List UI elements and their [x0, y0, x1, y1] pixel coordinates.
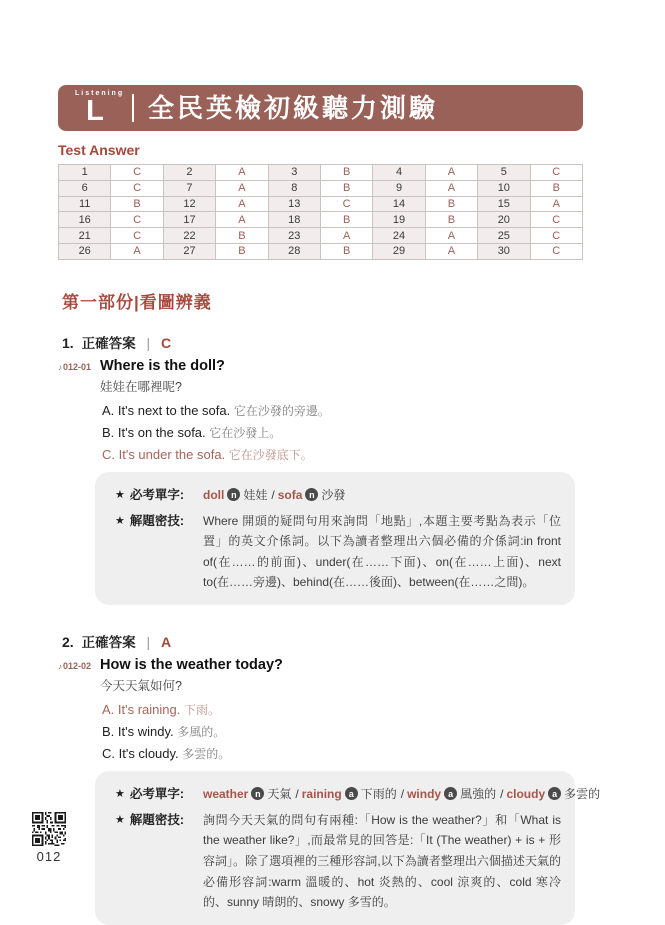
part-of-speech-badge: a — [345, 787, 358, 800]
part-of-speech-badge: n — [305, 488, 318, 501]
answer-letter-cell: A — [216, 212, 268, 228]
answer-letter-cell: C — [111, 180, 163, 196]
vocab-word: raining — [301, 786, 342, 801]
question-number-cell: 9 — [373, 180, 425, 196]
answer-letter-cell: A — [111, 243, 163, 259]
tips-text: 詢問今天天氣的問句有兩種:「How is the weather?」和「What is the weather like?」,而最常見的回答是:「It (The weather) + is + 形容詞」。除了選項裡的三種形容詞,以下為讀者整理出六個描述天氣的必備形容詞:warm 溫暖的、hot 炎熱的、cool 涼爽的、cold 寒冷的、sunny 晴朗的、snowy 多雪的。 — [203, 812, 561, 910]
vocab-separator: / — [271, 487, 275, 502]
star-icon: ★ — [115, 488, 125, 501]
answer-table-row — [59, 243, 583, 259]
separator-bar: | — [146, 334, 151, 351]
vocab-word: sofa — [277, 487, 303, 502]
question-number-cell: 27 — [163, 243, 215, 259]
vocab-list — [203, 485, 561, 505]
correct-answer-label: 正確答案 — [81, 335, 136, 351]
vocab-separator: / — [500, 786, 504, 801]
question-number-cell: 11 — [59, 196, 111, 212]
answer-option — [102, 425, 583, 441]
answer-table — [58, 164, 583, 260]
music-note-icon: ♪ — [58, 662, 62, 672]
option-text-zh: 它在沙發的旁邊。 — [233, 403, 330, 418]
answer-letter-cell: A — [425, 243, 477, 259]
star-icon: ★ — [115, 813, 125, 826]
option-text-en: C. It's cloudy. — [102, 746, 183, 762]
answer-letter-cell: A — [530, 196, 582, 212]
question-text-zh: 今天天氣如何? — [100, 679, 182, 694]
vocab-label-text: 必考單字: — [129, 786, 185, 801]
answer-letter-cell: B — [111, 196, 163, 212]
answer-letter-cell: A — [320, 228, 372, 244]
question-number-cell: 4 — [373, 165, 425, 181]
vocab-label-text: 必考單字: — [129, 487, 185, 502]
answer-table-row — [59, 212, 583, 228]
page-number: 012 — [36, 849, 62, 864]
question-text-zh: 娃娃在哪裡呢? — [100, 379, 182, 394]
vocab-word: weather — [203, 786, 249, 801]
question-number-cell: 17 — [163, 212, 215, 228]
vocab-meaning-zh: 下雨的 — [360, 786, 397, 801]
vocab-row — [115, 485, 561, 505]
answer-table-row — [59, 196, 583, 212]
question-number-cell: 8 — [268, 180, 320, 196]
tips-label-text: 解題密技: — [129, 812, 185, 827]
answer-letter-cell: C — [111, 212, 163, 228]
vocab-word: cloudy — [506, 786, 546, 801]
tips-label — [115, 511, 203, 594]
question-text-en: Where is the doll? — [100, 357, 225, 374]
section-heading: 第一部份|看圖辨義 — [62, 292, 212, 312]
question-number-cell: 20 — [478, 212, 530, 228]
option-text-en: A. It's raining. — [102, 702, 184, 718]
option-text-en: B. It's on the sofa. — [102, 424, 210, 440]
question-line — [58, 358, 583, 374]
vocab-row — [115, 784, 601, 804]
star-icon: ★ — [115, 514, 125, 527]
question-number-cell: 10 — [478, 180, 530, 196]
question-number: 1. — [62, 334, 74, 351]
part-of-speech-badge: n — [251, 787, 264, 800]
answer-letter-cell: B — [216, 228, 268, 244]
answer-option — [102, 447, 583, 463]
chapter-banner — [58, 85, 583, 131]
answer-letter-cell: C — [530, 243, 582, 259]
tips-row — [115, 511, 561, 594]
vocab-label — [115, 485, 203, 505]
answer-letter-cell: A — [425, 228, 477, 244]
answer-option — [102, 403, 583, 419]
answer-table-row — [59, 165, 583, 181]
question-number-cell: 1 — [59, 165, 111, 181]
answer-table-row — [59, 180, 583, 196]
answer-letter-cell: A — [216, 196, 268, 212]
vocab-word: doll — [203, 487, 225, 502]
question-number-cell: 5 — [478, 165, 530, 181]
question-number-cell: 3 — [268, 165, 320, 181]
vocab-word: windy — [407, 786, 442, 801]
banner-letter: L — [86, 95, 104, 127]
option-text-en: C. It's under the sofa. — [102, 446, 229, 462]
question-number-cell: 15 — [478, 196, 530, 212]
track-number: 012-02 — [63, 661, 92, 672]
answer-letter-cell: B — [425, 196, 477, 212]
answer-letter-cell: B — [320, 165, 372, 181]
tips-text: Where 開頭的疑問句用來詢問「地點」,本題主要考點為表示「位置」的英文介係詞。以下為讀者整理出六個必備的介係詞:in front of(在……的前面)、under(在……下面)、on(在……上面)、next to(在……旁邊)、behind(在……後面)、between(在……之間)。 — [203, 513, 561, 590]
vocab-meaning-zh: 風強的 — [460, 786, 497, 801]
tips-row — [115, 810, 561, 913]
answer-letter-cell: A — [216, 165, 268, 181]
question-number-cell: 21 — [59, 228, 111, 244]
correct-answer-line — [62, 631, 583, 651]
vocab-meaning-zh: 娃娃 — [243, 487, 268, 502]
answer-option — [102, 702, 583, 718]
banner-category-label: Listening — [75, 90, 125, 97]
question-text-en: How is the weather today? — [100, 657, 283, 674]
answer-letter-cell: B — [216, 243, 268, 259]
question-number-cell: 22 — [163, 228, 215, 244]
question-number-cell: 19 — [373, 212, 425, 228]
answer-letter-cell: C — [530, 165, 582, 181]
question-number-cell: 23 — [268, 228, 320, 244]
banner-divider — [132, 94, 134, 122]
track-number: 012-01 — [63, 361, 92, 372]
correct-answer-letter: A — [161, 634, 172, 651]
part-of-speech-badge: a — [444, 787, 457, 800]
correct-answer-letter: C — [161, 334, 172, 351]
separator-bar: | — [146, 634, 151, 651]
option-text-en: A. It's next to the sofa. — [102, 402, 234, 418]
answer-option — [102, 724, 583, 740]
question-number-cell: 16 — [59, 212, 111, 228]
option-text-zh: 多雲的。 — [182, 747, 231, 762]
option-text-zh: 下雨。 — [183, 703, 220, 718]
answer-letter-cell: C — [530, 228, 582, 244]
answer-letter-cell: B — [425, 212, 477, 228]
qr-code — [32, 812, 66, 846]
test-answer-heading: Test Answer — [58, 142, 140, 158]
vocab-list — [203, 784, 600, 804]
banner-letter-block — [58, 90, 124, 126]
tips-label-text: 解題密技: — [129, 513, 185, 528]
option-text-zh: 它在沙發上。 — [209, 425, 282, 440]
star-icon: ★ — [115, 787, 125, 800]
answer-letter-cell: C — [111, 228, 163, 244]
question-block-2 — [58, 631, 601, 925]
vocab-meaning-zh: 沙發 — [321, 487, 346, 502]
answer-letter-cell: C — [530, 212, 582, 228]
answer-letter-cell: C — [320, 196, 372, 212]
chapter-title: 全民英檢初級聽力測驗 — [148, 93, 439, 123]
answer-option — [102, 746, 583, 762]
answer-letter-cell: B — [320, 180, 372, 196]
page-footer — [29, 812, 69, 864]
question-number-cell: 29 — [373, 243, 425, 259]
question-number-cell: 6 — [59, 180, 111, 196]
part-of-speech-badge: n — [227, 488, 240, 501]
vocab-tips-box — [95, 771, 601, 925]
answer-letter-cell: A — [425, 180, 477, 196]
answer-letter-cell: B — [530, 180, 582, 196]
question-number-cell: 18 — [268, 212, 320, 228]
question-number-cell: 13 — [268, 196, 320, 212]
page-content — [58, 85, 601, 925]
audio-track-label — [58, 362, 100, 372]
question-number-cell: 12 — [163, 196, 215, 212]
answer-letter-cell: A — [425, 165, 477, 181]
vocab-tips-box — [95, 472, 575, 606]
question-number-cell: 7 — [163, 180, 215, 196]
answer-letter-cell: B — [320, 243, 372, 259]
question-number-cell: 28 — [268, 243, 320, 259]
vocab-meaning-zh: 多雲的 — [564, 786, 601, 801]
question-number-cell: 30 — [478, 243, 530, 259]
vocab-label — [115, 784, 203, 804]
answer-letter-cell: A — [216, 180, 268, 196]
question-number-cell: 25 — [478, 228, 530, 244]
question-number-cell: 14 — [373, 196, 425, 212]
option-text-zh: 多風的。 — [177, 725, 226, 740]
question-block-1 — [58, 332, 583, 605]
vocab-meaning-zh: 天氣 — [267, 786, 292, 801]
vocab-separator: / — [400, 786, 405, 801]
question-number-cell: 24 — [373, 228, 425, 244]
answer-table-row — [59, 228, 583, 244]
question-number-cell: 26 — [59, 243, 111, 259]
question-line — [58, 657, 583, 673]
option-text-en: B. It's windy. — [102, 724, 178, 740]
question-number-cell: 2 — [163, 165, 215, 181]
question-number: 2. — [62, 634, 74, 651]
answer-letter-cell: B — [320, 212, 372, 228]
audio-track-label — [58, 661, 100, 671]
part-of-speech-badge: a — [548, 787, 561, 800]
correct-answer-label: 正確答案 — [81, 635, 136, 651]
options-list — [102, 702, 583, 762]
music-note-icon: ♪ — [58, 362, 62, 372]
answer-letter-cell: C — [111, 165, 163, 181]
options-list — [102, 403, 583, 463]
answer-table-body — [59, 165, 583, 260]
tips-label — [115, 810, 203, 913]
option-text-zh: 它在沙發底下。 — [228, 447, 313, 462]
vocab-separator: / — [295, 786, 299, 801]
correct-answer-line — [62, 332, 583, 352]
